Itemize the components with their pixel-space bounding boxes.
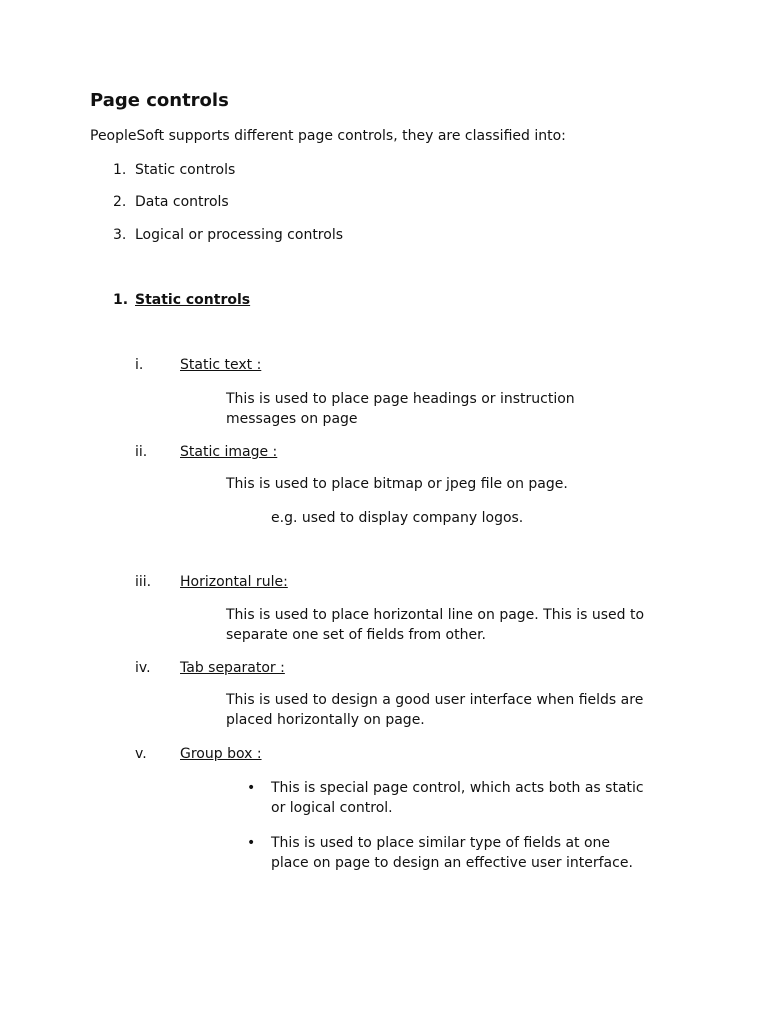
page-title: Page controls xyxy=(90,90,229,111)
item-number: v. xyxy=(135,746,147,762)
top-list-item: Static controls xyxy=(135,162,236,178)
item-description-line: separate one set of fields from other. xyxy=(226,627,486,643)
bullet-item-line: place on page to design an effective user interface. xyxy=(271,855,633,871)
section-heading: Static controls xyxy=(135,292,251,308)
item-number: iii. xyxy=(135,574,152,590)
item-number: ii. xyxy=(135,444,148,460)
top-list-number: 2. xyxy=(113,194,127,210)
section-number: 1. xyxy=(113,292,129,308)
item-description-line: This is used to place horizontal line on page. This is used to xyxy=(226,607,645,623)
intro-paragraph: PeopleSoft supports different page controls, they are classified into: xyxy=(90,128,566,144)
item-description-line: messages on page xyxy=(226,411,358,427)
bullet-glyph: • xyxy=(247,835,256,851)
top-list-number: 3. xyxy=(113,227,127,243)
item-heading: Group box : xyxy=(180,746,262,762)
item-description-line: This is used to place page headings or instruction xyxy=(226,391,575,407)
item-number: i. xyxy=(135,357,144,373)
top-list-item: Data controls xyxy=(135,194,229,210)
top-list-item: Logical or processing controls xyxy=(135,227,344,243)
item-heading: Static text : xyxy=(180,357,262,373)
item-heading: Tab separator : xyxy=(180,660,285,676)
item-example: e.g. used to display company logos. xyxy=(271,510,524,526)
item-heading: Static image : xyxy=(180,444,278,460)
item-heading: Horizontal rule: xyxy=(180,574,288,590)
bullet-glyph: • xyxy=(247,780,256,796)
item-description-line: This is used to design a good user interface when fields are xyxy=(226,692,644,708)
item-description-line: This is used to place bitmap or jpeg file on page. xyxy=(226,476,568,492)
top-list-number: 1. xyxy=(113,162,127,178)
bullet-item-line: This is special page control, which acts both as static xyxy=(271,780,644,796)
bullet-item-line: This is used to place similar type of fields at one xyxy=(271,835,611,851)
bullet-item-line: or logical control. xyxy=(271,800,393,816)
item-number: iv. xyxy=(135,660,151,676)
item-description-line: placed horizontally on page. xyxy=(226,712,425,728)
